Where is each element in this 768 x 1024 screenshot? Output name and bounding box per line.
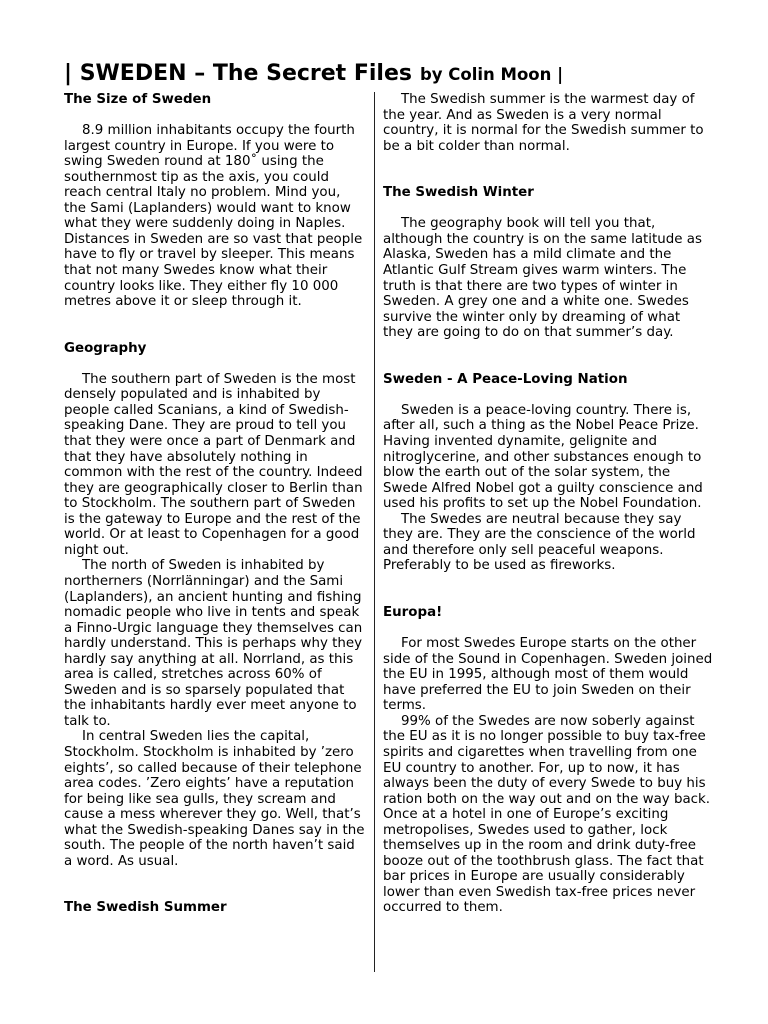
section-heading-summer: The Swedish Summer [64,900,227,916]
peace-paragraph-2: The Swedes are neutral because they say they are. They are the conscience of the world and therefore only sell peaceful weapons. Preferably to be used as fireworks. [383,511,696,574]
geography-paragraph-2: The north of Sweden is inhabited by northerners (Norrlänningar) and the Sami (Laplanders), an ancient hunting and fishing nomadic people who live in tents and speak a Finno-Urgic language they themselves can hardly understand. This is perhaps why they hardly say anything at all. Norrland, as this area is called, stretches across 60% of Sweden and is so sparsely populated that the inhabitants hardly ever meet anyone to talk to. [64,558,363,729]
section-heading-europa: Europa! [383,605,443,621]
section-heading-winter: The Swedish Winter [383,185,534,201]
europa-paragraph-2: 99% of the Swedes are now soberly against the EU as it is no longer possible to buy tax-free spirits and cigarettes when travelling from one EU country to another. For, up to now, it has always been the duty of every Swede to buy his ration both on the way out and on the way back. Once at a hotel in one of Europe’s exciting metropolises, Swedes used to gather, lock themselves up in the room and drink duty-free booze out of the toothbrush glass. The fact that bar prices in Europe are usually considerably lower than even Swedish tax-free prices never occurred to them. [383,713,711,916]
size-paragraph-1: 8.9 million inhabitants occupy the fourth largest country in Europe. If you were to swing Sweden round at 180˚ using the southernmost tip as the axis, you could reach central Italy no problem. Mind you, the Sami (Laplanders) would want to know what they were suddenly doing in Naples. Distances in Sweden are so vast that people have to fly or travel by sleeper. This means that not many Swedes know what their country looks like. They either fly 10 000 metres above it or sleep through it. [64,123,363,310]
section-heading-peace: Sweden - A Peace-Loving Nation [383,371,628,387]
section-heading-size: The Size of Sweden [64,92,212,107]
summer-paragraph-1: The Swedish summer is the warmest day of the year. And as Sweden is a very normal country, it is normal for the Swedish summer to be a bit colder than normal. [383,92,704,154]
page-title [64,50,563,88]
europa-paragraph-1: For most Swedes Europe starts on the other side of the Sound in Copenhagen. Sweden joined the EU in 1995, although most of them would have preferred the EU to join Sweden on their terms. [383,636,713,714]
right-column [383,92,713,916]
left-column [64,92,366,916]
geography-paragraph-3: In central Sweden lies the capital, Stockholm. Stockholm is inhabited by ’zero eights’, so called because of their telephone area codes. ’Zero eights’ have a reputation for being like sea gulls, they scream and cause a mess wherever they go. Well, that’s what the Swedish-speaking Danes say in the south. The people of the north haven’t said a word. As usual. [64,729,365,869]
peace-paragraph-1: Sweden is a peace-loving country. There is, after all, such a thing as the Nobel Peace Prize. Having invented dynamite, gelignite and nitroglycerine, and other substances enough to blow the earth out of the solar system, the Swede Alfred Nobel got a guilty conscience and used his profits to set up the Nobel Foundation. [383,402,703,512]
section-heading-geography: Geography [64,340,147,356]
byline: by Colin Moon | [419,65,564,84]
winter-paragraph-1: The geography book will tell you that, although the country is on the same latitude as Alaska, Sweden has a mild climate and the Atlantic Gulf Stream gives warm winters. The truth is that there are two types of winter in Sweden. A grey one and a white one. Swedes survive the winter only by dreaming of what they are going to do on that summer’s day. [383,216,702,341]
title-text: | SWEDEN – The Secret Files [64,61,412,86]
column-divider [374,92,375,972]
geography-paragraph-1: The southern part of Sweden is the most densely populated and is inhabited by people called Scanians, a kind of Swedish-speaking Dane. They are proud to tell you that they were once a part of Denmark and that they have absolutely nothing in common with the rest of the country. Indeed they are geographically closer to Berlin than to Stockholm. The southern part of Sweden is the gateway to Europe and the rest of the world. Or at least to Copenhagen for a good night out. [64,371,363,558]
